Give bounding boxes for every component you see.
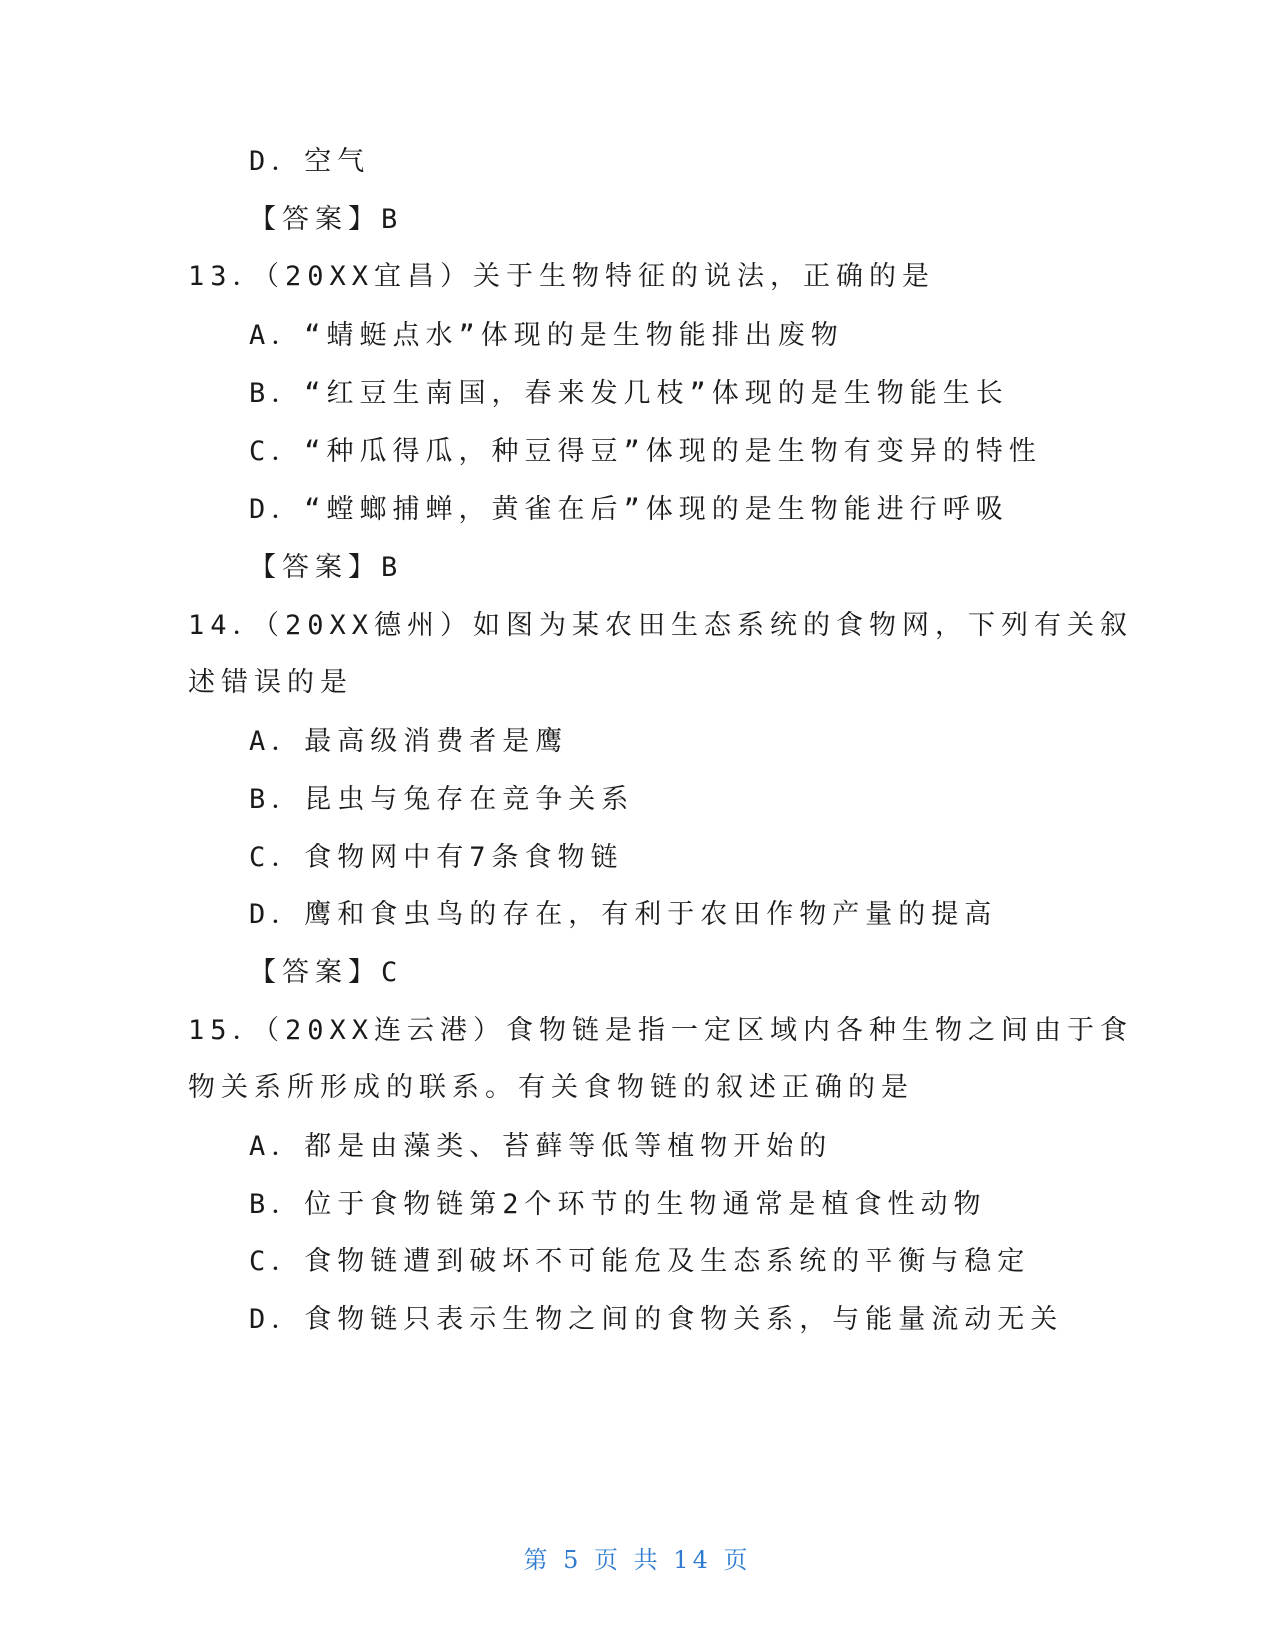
q12-option-d: D．空气 (249, 146, 371, 177)
q13-answer: 【答案】B (249, 552, 404, 583)
page-number-footer: 第 5 页 共 14 页 (523, 1546, 752, 1574)
q13-option-a: A．“蜻蜓点水”体现的是生物能排出废物 (249, 320, 844, 351)
q14-stem-line2: 述错误的是 (188, 667, 353, 698)
q14-answer: 【答案】C (249, 957, 404, 988)
q12-answer: 【答案】B (249, 204, 404, 235)
q15-option-a: A．都是由藻类、苔藓等低等植物开始的 (249, 1131, 833, 1162)
q14-option-a: A．最高级消费者是鹰 (249, 726, 569, 757)
q15-option-c: C．食物链遭到破坏不可能危及生态系统的平衡与稳定 (249, 1246, 1031, 1277)
q14-option-c: C．食物网中有7条食物链 (249, 842, 624, 873)
q15-option-d: D．食物链只表示生物之间的食物关系，与能量流动无关 (249, 1304, 1064, 1335)
q14-option-d: D．鹰和食虫鸟的存在，有利于农田作物产量的提高 (249, 899, 998, 930)
q14-stem-line1: 14．（20XX德州）如图为某农田生态系统的食物网，下列有关叙 (188, 610, 1134, 641)
q15-stem-line1: 15．（20XX连云港）食物链是指一定区域内各种生物之间由于食 (188, 1015, 1134, 1046)
q13-option-d: D．“螳螂捕蝉，黄雀在后”体现的是生物能进行呼吸 (249, 494, 1009, 525)
q15-stem-line2: 物关系所形成的联系。有关食物链的叙述正确的是 (188, 1072, 914, 1103)
q13-stem: 13．（20XX宜昌）关于生物特征的说法，正确的是 (188, 261, 936, 292)
q14-option-b: B．昆虫与兔存在竞争关系 (249, 784, 635, 815)
q13-option-c: C．“种瓜得瓜，种豆得豆”体现的是生物有变异的特性 (249, 436, 1042, 467)
q13-option-b: B．“红豆生南国，春来发几枝”体现的是生物能生长 (249, 378, 1009, 409)
q15-option-b: B．位于食物链第2个环节的生物通常是植食性动物 (249, 1189, 987, 1220)
